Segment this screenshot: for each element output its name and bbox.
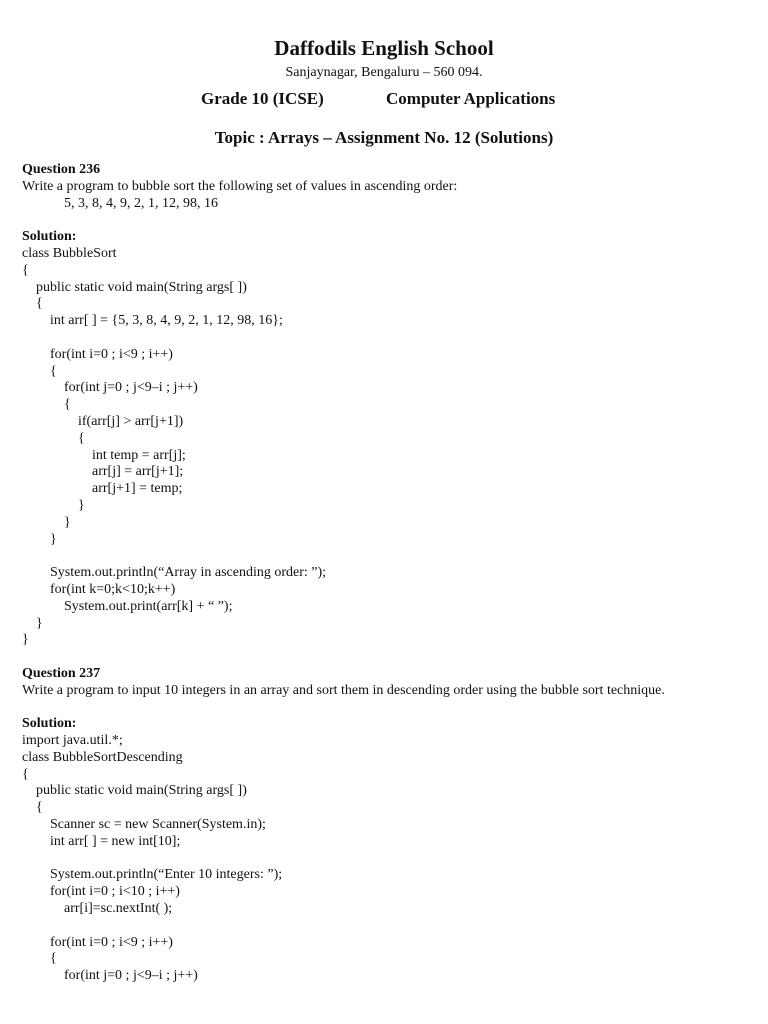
blank-line: [22, 918, 752, 935]
text-line: int arr[ ] = {5, 3, 8, 4, 9, 2, 1, 12, 98, 16};: [22, 313, 283, 329]
blank-line: [22, 330, 752, 347]
text-line: }: [22, 531, 57, 547]
blank-line: [22, 851, 752, 868]
text-line: 5, 3, 8, 4, 9, 2, 1, 12, 98, 16: [22, 195, 218, 211]
blank-line: [22, 212, 752, 229]
text-line: }: [22, 497, 85, 513]
solution-heading: Solution:: [22, 716, 77, 732]
text-line: {: [22, 397, 71, 413]
text-line: }: [22, 514, 71, 530]
text-line: for(int i=0 ; i<9 ; i++): [22, 346, 173, 362]
text-line: Write a program to bubble sort the following set of values in ascending order:: [22, 178, 458, 194]
text-line: arr[j] = arr[j+1];: [22, 464, 184, 480]
blank-line: [22, 548, 752, 565]
text-line: {: [22, 800, 43, 816]
text-line: }: [22, 615, 43, 631]
grade-label: Grade 10 (ICSE): [201, 89, 324, 108]
text-line: arr[j+1] = temp;: [22, 481, 183, 497]
text-line: System.out.println(“Enter 10 integers: ”);: [22, 867, 283, 883]
blank-line: [22, 649, 752, 666]
text-line: int arr[ ] = new int[10];: [22, 833, 181, 849]
text-line: if(arr[j] > arr[j+1]): [22, 413, 184, 429]
text-line: {: [22, 951, 57, 967]
school-address: Sanjaynagar, Bengaluru – 560 094.: [285, 65, 483, 80]
topic-title: Topic : Arrays – Assignment No. 12 (Solutions): [214, 128, 554, 147]
text-line: class BubbleSortDescending: [22, 749, 183, 765]
question-heading: Question 236: [22, 162, 101, 177]
text-line: {: [22, 430, 85, 446]
text-line: {: [22, 766, 29, 782]
school-name: Daffodils English School: [274, 36, 494, 60]
document-body: [22, 162, 752, 985]
text-line: import java.util.*;: [22, 733, 123, 749]
text-line: System.out.println(“Array in ascending order: ”);: [22, 565, 327, 581]
text-line: {: [22, 262, 29, 278]
blank-line: [22, 700, 752, 717]
subject-label: Computer Applications: [386, 89, 556, 108]
text-line: int temp = arr[j];: [22, 447, 186, 463]
question-heading: Question 237: [22, 665, 101, 681]
text-line: for(int i=0 ; i<9 ; i++): [22, 934, 173, 950]
text-line: for(int k=0;k<10;k++): [22, 581, 176, 597]
text-line: {: [22, 296, 43, 312]
text-line: for(int i=0 ; i<10 ; i++): [22, 884, 180, 900]
text-line: public static void main(String args[ ]): [22, 279, 247, 295]
text-line: Write a program to input 10 integers in an array and sort them in descending order using the bubble sort technique.: [22, 682, 665, 698]
text-line: class BubbleSort: [22, 245, 117, 261]
text-line: arr[i]=sc.nextInt( );: [22, 901, 173, 917]
text-line: Scanner sc = new Scanner(System.in);: [22, 817, 266, 833]
text-line: for(int j=0 ; j<9–i ; j++): [22, 380, 198, 396]
solution-heading: Solution:: [22, 229, 77, 245]
text-line: public static void main(String args[ ]): [22, 783, 247, 799]
text-line: System.out.print(arr[k] + “ ”);: [22, 598, 233, 614]
text-line: {: [22, 363, 57, 379]
text-line: for(int j=0 ; j<9–i ; j++): [22, 968, 198, 984]
text-line: }: [22, 632, 29, 648]
